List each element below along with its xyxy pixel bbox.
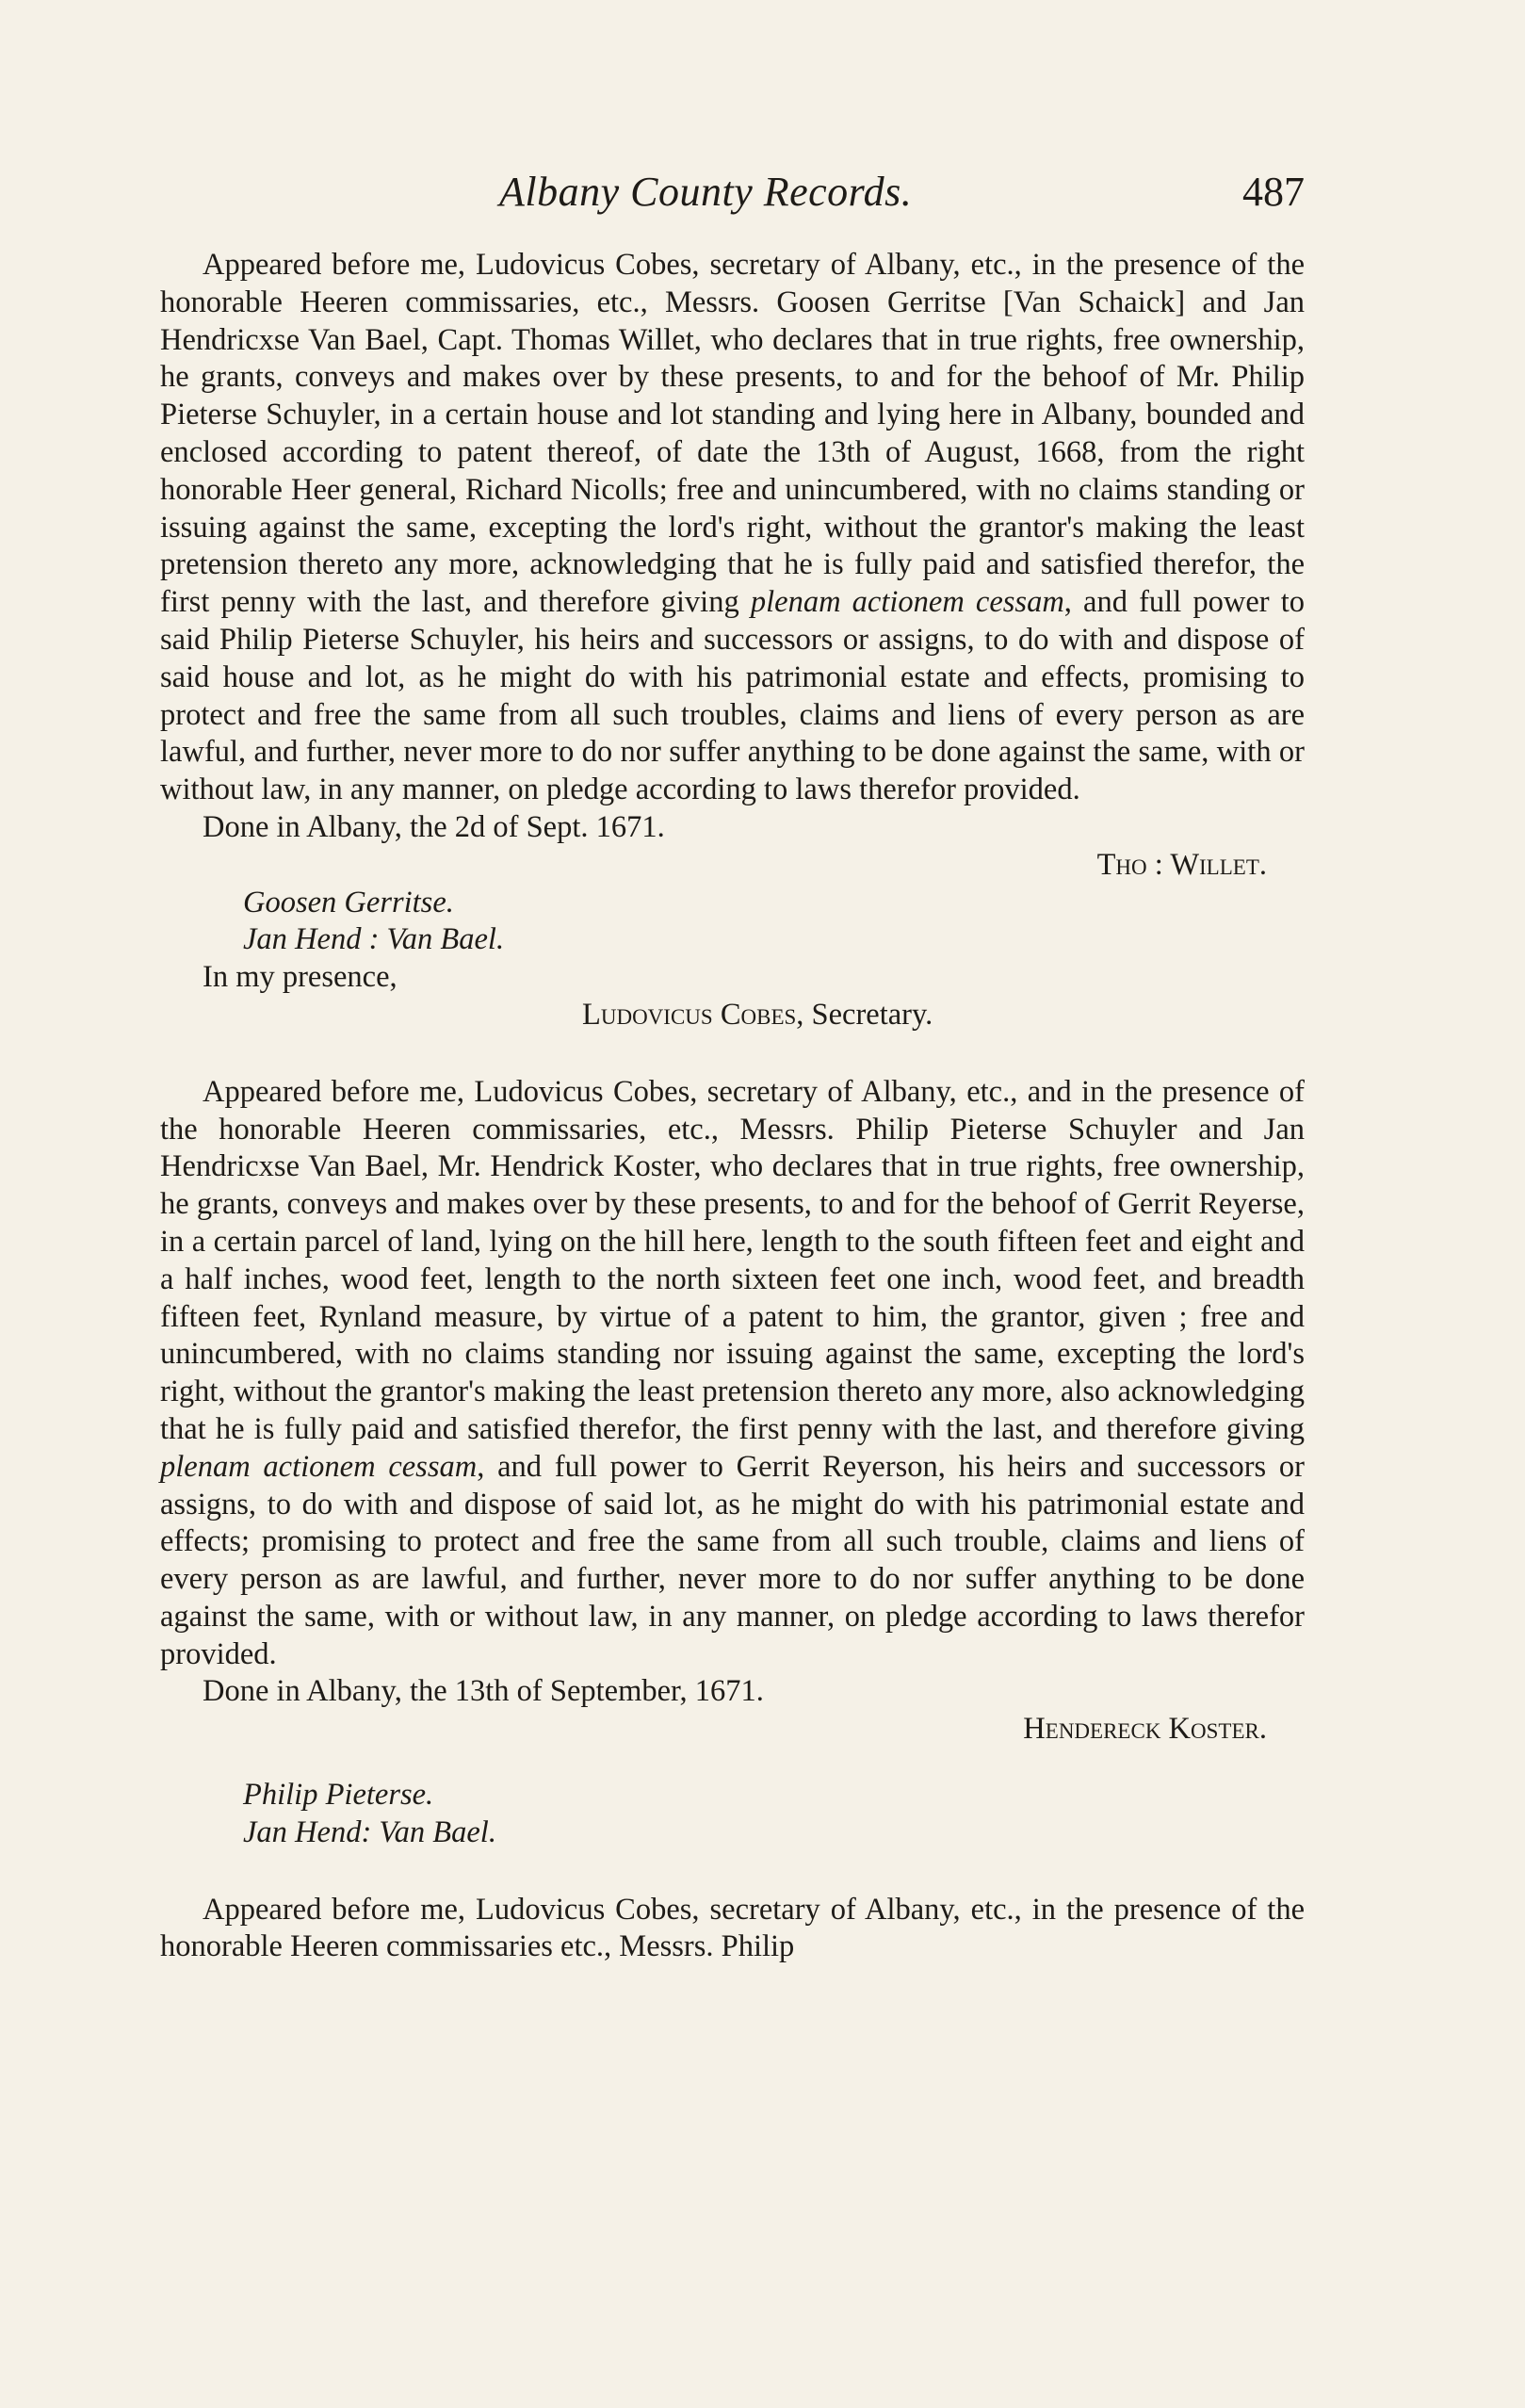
deed-1-witness-2: Jan Hend : Van Bael. bbox=[243, 922, 505, 957]
secretary-name: Ludovicus Cobes bbox=[582, 997, 797, 1032]
section-gap bbox=[160, 1034, 1305, 1074]
deed-2-paragraph bbox=[160, 1074, 1305, 1674]
deed-2-witness-1: Philip Pieterse. bbox=[243, 1778, 434, 1813]
deed-1-text-after: , and full power to said Philip Pieterse Schuyler, his heirs and successors or assigns, to do with and dispose of said house and lot, as he might do with his patrimonial estate and effects, promising to protect and free the same from all such troubles, claims and liens of every person as are lawful, and further, never more to do nor suffer anything to be done against the same, with or without law, in any manner, on pledge according to laws therefor provided. bbox=[160, 585, 1306, 807]
page-body bbox=[160, 247, 1305, 1966]
deed-2-done-line: Done in Albany, the 13th of September, 1671. bbox=[203, 1674, 764, 1709]
deed-2-grantor-signature: Hendereck Koster. bbox=[1023, 1712, 1267, 1747]
deed-1-text-before: Appeared before me, Ludovicus Cobes, secretary of Albany, etc., in the presence of the honorable Heeren commissaries, etc., Messrs. Goosen Gerritse [Van Schaick] and Jan Hendricxse Van Bael, Capt. Thomas Willet, who declares that in true rights, free ownership, he grants, conveys and makes over by these presents, to and for the behoof of Mr. Philip Pieterse Schuyler, in a certain house and lot standing and lying here in Albany, bounded and enclosed according to patent thereof, of date the 13th of August, 1668, from the right honorable Heer general, Richard Nicolls; free and unincumbered, with no claims standing or issuing against the same, excepting the lord's right, without the grantor's making the least pretension thereto any more, acknowledging that he is fully paid and satisfied therefor, the first penny with the last, and therefore giving bbox=[160, 248, 1305, 620]
deed-3-paragraph: Appeared before me, Ludovicus Cobes, secretary of Albany, etc., in the presence of the honorable Heeren commissaries etc., Messrs. Philip bbox=[160, 1892, 1305, 1964]
deed-2-latin-phrase: plenam actionem cessam bbox=[160, 1449, 478, 1484]
deed-2-text-after: , and full power to Gerrit Reyerson, his heirs and successors or assigns, to do with and dispose of said lot, as he might do with his patrimonial estate and effects; promising to protect and free the same from all such trouble, claims and liens of every person as are lawful, and further, never more to do nor suffer anything to be done against the same, with or without law, in any manner, on pledge according to laws therefor provided. bbox=[160, 1449, 1306, 1671]
deed-1-secretary bbox=[160, 997, 1305, 1034]
deed-1-latin-phrase: plenam actionem cessam bbox=[750, 585, 1064, 620]
page-header bbox=[160, 168, 1305, 215]
secretary-title: , Secretary. bbox=[796, 997, 933, 1032]
deed-1-done-line: Done in Albany, the 2d of Sept. 1671. bbox=[203, 809, 665, 844]
running-title: Albany County Records. bbox=[499, 169, 913, 215]
deed-1-presence: In my presence, bbox=[203, 960, 397, 995]
deed-2-witness-2: Jan Hend: Van Bael. bbox=[243, 1814, 496, 1849]
deed-1-grantor-signature: Tho : Willet. bbox=[1096, 847, 1267, 882]
page-number: 487 bbox=[1242, 169, 1305, 215]
deed-2-text-before: Appeared before me, Ludovicus Cobes, secretary of Albany, etc., and in the presence of the honorable Heeren commissaries, etc., Messrs. Philip Pieterse Schuyler and Jan Hendricxse Van Bael, Mr. Hendrick Koster, who declares that in true rights, free ownership, he grants, conveys and makes over by these presents, to and for the behoof of Gerrit Reyerse, in a certain parcel of land, lying on the hill here, length to the south fifteen feet and eight and a half inches, wood feet, length to the north sixteen feet one inch, wood feet, and breadth fifteen feet, Rynland measure, by virtue of a patent to him, the grantor, given ; free and unincumbered, with no claims standing nor issuing against the same, excepting the lord's right, without the grantor's making the least pretension thereto any more, also acknowledging that he is fully paid and satisfied therefor, the first penny with the last, and therefore giving bbox=[160, 1074, 1305, 1446]
signature-gap bbox=[160, 1749, 1305, 1777]
deed-1-paragraph bbox=[160, 247, 1305, 809]
deed-1-witness-1: Goosen Gerritse. bbox=[243, 885, 454, 919]
section-gap bbox=[160, 1852, 1305, 1892]
